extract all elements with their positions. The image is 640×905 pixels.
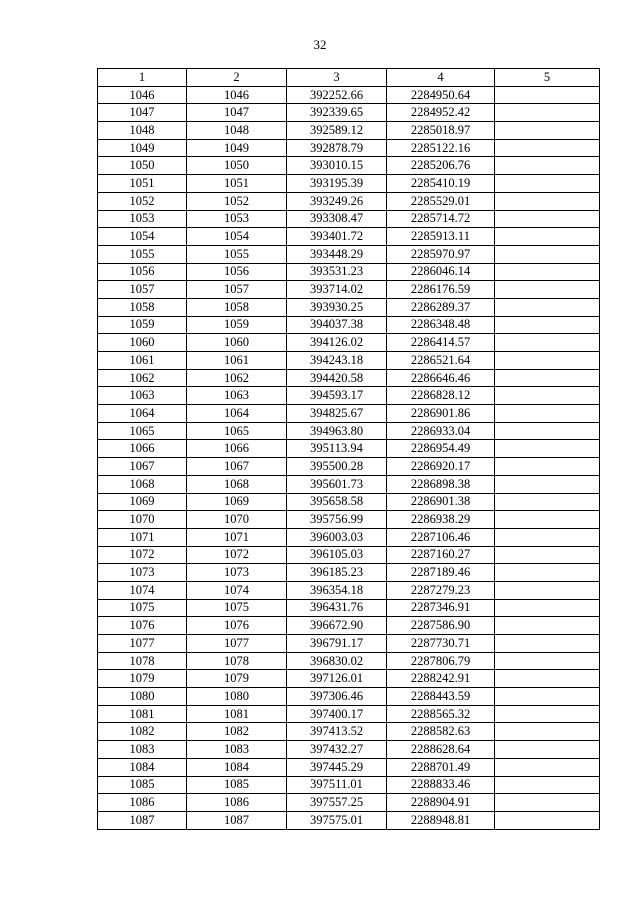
table-cell-col-1: 1083 — [98, 741, 187, 759]
table-cell-col-4: 2287189.46 — [387, 564, 495, 582]
table-cell-col-2: 1048 — [187, 122, 287, 140]
table-cell-col-5 — [495, 210, 600, 228]
table-cell-col-3: 396830.02 — [287, 652, 387, 670]
table-cell-col-1: 1064 — [98, 405, 187, 423]
table-cell-col-5 — [495, 405, 600, 423]
table-cell-col-5 — [495, 617, 600, 635]
table-row — [98, 405, 600, 423]
table-cell-col-4: 2286920.17 — [387, 458, 495, 476]
table-cell-col-3: 397575.01 — [287, 811, 387, 829]
table-cell-col-2: 1065 — [187, 422, 287, 440]
table-cell-col-3: 393714.02 — [287, 281, 387, 299]
table-row — [98, 794, 600, 812]
table-cell-col-4: 2287106.46 — [387, 528, 495, 546]
table-cell-col-1: 1074 — [98, 581, 187, 599]
table-row — [98, 175, 600, 193]
table-cell-col-4: 2287730.71 — [387, 635, 495, 653]
table-cell-col-2: 1058 — [187, 298, 287, 316]
table-cell-col-4: 2287346.91 — [387, 599, 495, 617]
table-cell-col-3: 396185.23 — [287, 564, 387, 582]
table-row — [98, 688, 600, 706]
column-header-4: 4 — [387, 69, 495, 87]
table-cell-col-4: 2286938.29 — [387, 511, 495, 529]
table-cell-col-4: 2288443.59 — [387, 688, 495, 706]
table-cell-col-3: 393531.23 — [287, 263, 387, 281]
table-cell-col-1: 1048 — [98, 122, 187, 140]
table-cell-col-1: 1059 — [98, 316, 187, 334]
table-cell-col-3: 397413.52 — [287, 723, 387, 741]
table-cell-col-2: 1070 — [187, 511, 287, 529]
table-cell-col-2: 1066 — [187, 440, 287, 458]
table-cell-col-1: 1078 — [98, 652, 187, 670]
table-cell-col-5 — [495, 122, 600, 140]
table-cell-col-1: 1069 — [98, 493, 187, 511]
table-cell-col-5 — [495, 528, 600, 546]
table-row — [98, 546, 600, 564]
table-cell-col-2: 1087 — [187, 811, 287, 829]
table-cell-col-3: 397306.46 — [287, 688, 387, 706]
table-row — [98, 511, 600, 529]
table-cell-col-4: 2288833.46 — [387, 776, 495, 794]
table-cell-col-3: 396791.17 — [287, 635, 387, 653]
table-cell-col-1: 1067 — [98, 458, 187, 476]
table-row — [98, 210, 600, 228]
table-cell-col-4: 2286898.38 — [387, 475, 495, 493]
table-cell-col-2: 1063 — [187, 387, 287, 405]
table-cell-col-2: 1073 — [187, 564, 287, 582]
table-cell-col-5 — [495, 546, 600, 564]
table-cell-col-5 — [495, 670, 600, 688]
table-cell-col-5 — [495, 581, 600, 599]
table-cell-col-5 — [495, 564, 600, 582]
table-cell-col-3: 397400.17 — [287, 705, 387, 723]
table-cell-col-3: 393448.29 — [287, 245, 387, 263]
table-cell-col-2: 1050 — [187, 157, 287, 175]
table-cell-col-2: 1078 — [187, 652, 287, 670]
table-row — [98, 86, 600, 104]
table-cell-col-2: 1053 — [187, 210, 287, 228]
table-cell-col-3: 397432.27 — [287, 741, 387, 759]
table-cell-col-2: 1067 — [187, 458, 287, 476]
table-cell-col-3: 393401.72 — [287, 228, 387, 246]
table-row — [98, 670, 600, 688]
table-cell-col-4: 2285714.72 — [387, 210, 495, 228]
table-cell-col-2: 1071 — [187, 528, 287, 546]
table-cell-col-2: 1086 — [187, 794, 287, 812]
table-cell-col-3: 397557.25 — [287, 794, 387, 812]
table-cell-col-5 — [495, 334, 600, 352]
table-cell-col-1: 1050 — [98, 157, 187, 175]
table-cell-col-5 — [495, 175, 600, 193]
table-cell-col-2: 1052 — [187, 192, 287, 210]
table-cell-col-5 — [495, 440, 600, 458]
table-cell-col-3: 396003.03 — [287, 528, 387, 546]
table-row — [98, 599, 600, 617]
coordinates-table — [97, 68, 600, 830]
table-row — [98, 104, 600, 122]
table-row — [98, 422, 600, 440]
table-cell-col-1: 1076 — [98, 617, 187, 635]
table-cell-col-2: 1077 — [187, 635, 287, 653]
table-cell-col-1: 1049 — [98, 139, 187, 157]
table-cell-col-2: 1068 — [187, 475, 287, 493]
table-cell-col-3: 394593.17 — [287, 387, 387, 405]
table-cell-col-4: 2286289.37 — [387, 298, 495, 316]
table-cell-col-1: 1046 — [98, 86, 187, 104]
table-cell-col-1: 1060 — [98, 334, 187, 352]
table-cell-col-1: 1071 — [98, 528, 187, 546]
table-header — [98, 69, 600, 87]
table-cell-col-5 — [495, 741, 600, 759]
table-cell-col-5 — [495, 811, 600, 829]
table-row — [98, 758, 600, 776]
table-cell-col-4: 2285410.19 — [387, 175, 495, 193]
table-cell-col-1: 1085 — [98, 776, 187, 794]
table-cell-col-4: 2286954.49 — [387, 440, 495, 458]
table-cell-col-4: 2286646.46 — [387, 369, 495, 387]
table-row — [98, 705, 600, 723]
table-cell-col-2: 1047 — [187, 104, 287, 122]
table-cell-col-5 — [495, 86, 600, 104]
table-cell-col-2: 1054 — [187, 228, 287, 246]
table-cell-col-2: 1060 — [187, 334, 287, 352]
table-cell-col-5 — [495, 635, 600, 653]
table-cell-col-4: 2285018.97 — [387, 122, 495, 140]
table-cell-col-1: 1061 — [98, 352, 187, 370]
table-row — [98, 811, 600, 829]
table-cell-col-2: 1059 — [187, 316, 287, 334]
table-cell-col-3: 394126.02 — [287, 334, 387, 352]
table-cell-col-5 — [495, 652, 600, 670]
table-cell-col-2: 1069 — [187, 493, 287, 511]
table-cell-col-3: 394420.58 — [287, 369, 387, 387]
table-cell-col-3: 394963.80 — [287, 422, 387, 440]
table-row — [98, 475, 600, 493]
table-cell-col-1: 1062 — [98, 369, 187, 387]
table-cell-col-5 — [495, 475, 600, 493]
table-cell-col-1: 1086 — [98, 794, 187, 812]
table-row — [98, 316, 600, 334]
table-cell-col-3: 395500.28 — [287, 458, 387, 476]
table-cell-col-4: 2287586.90 — [387, 617, 495, 635]
table-cell-col-2: 1074 — [187, 581, 287, 599]
table-cell-col-4: 2288904.91 — [387, 794, 495, 812]
table-row — [98, 139, 600, 157]
table-cell-col-3: 396354.18 — [287, 581, 387, 599]
column-header-3: 3 — [287, 69, 387, 87]
table-cell-col-2: 1072 — [187, 546, 287, 564]
table-cell-col-4: 2285529.01 — [387, 192, 495, 210]
table-cell-col-2: 1051 — [187, 175, 287, 193]
table-cell-col-2: 1081 — [187, 705, 287, 723]
table-cell-col-1: 1047 — [98, 104, 187, 122]
table-cell-col-2: 1082 — [187, 723, 287, 741]
column-header-5: 5 — [495, 69, 600, 87]
table-row — [98, 157, 600, 175]
table-cell-col-3: 393195.39 — [287, 175, 387, 193]
table-cell-col-4: 2287279.23 — [387, 581, 495, 599]
table-cell-col-3: 394825.67 — [287, 405, 387, 423]
table-cell-col-2: 1062 — [187, 369, 287, 387]
table-cell-col-2: 1075 — [187, 599, 287, 617]
table-cell-col-5 — [495, 192, 600, 210]
table-row — [98, 369, 600, 387]
table-cell-col-5 — [495, 493, 600, 511]
table-cell-col-3: 392252.66 — [287, 86, 387, 104]
table-cell-col-3: 395601.73 — [287, 475, 387, 493]
table-row — [98, 298, 600, 316]
table-cell-col-4: 2285913.11 — [387, 228, 495, 246]
table-cell-col-1: 1073 — [98, 564, 187, 582]
table-row — [98, 263, 600, 281]
table-cell-col-4: 2286901.38 — [387, 493, 495, 511]
table-cell-col-1: 1070 — [98, 511, 187, 529]
table-cell-col-1: 1054 — [98, 228, 187, 246]
table-cell-col-5 — [495, 723, 600, 741]
table-cell-col-3: 394243.18 — [287, 352, 387, 370]
table-cell-col-4: 2285206.76 — [387, 157, 495, 175]
table-cell-col-4: 2288948.81 — [387, 811, 495, 829]
table-cell-col-5 — [495, 139, 600, 157]
table-row — [98, 440, 600, 458]
table-cell-col-4: 2287806.79 — [387, 652, 495, 670]
table-cell-col-2: 1084 — [187, 758, 287, 776]
table-row — [98, 617, 600, 635]
table-cell-col-5 — [495, 458, 600, 476]
table-cell-col-3: 394037.38 — [287, 316, 387, 334]
table-cell-col-1: 1053 — [98, 210, 187, 228]
table-cell-col-4: 2286176.59 — [387, 281, 495, 299]
table-cell-col-2: 1057 — [187, 281, 287, 299]
table-cell-col-1: 1056 — [98, 263, 187, 281]
table-cell-col-3: 396672.90 — [287, 617, 387, 635]
table-cell-col-1: 1063 — [98, 387, 187, 405]
table-cell-col-3: 395113.94 — [287, 440, 387, 458]
table-cell-col-5 — [495, 245, 600, 263]
table-cell-col-2: 1061 — [187, 352, 287, 370]
header-row — [98, 69, 600, 87]
table-row — [98, 228, 600, 246]
table-cell-col-2: 1079 — [187, 670, 287, 688]
table-cell-col-2: 1064 — [187, 405, 287, 423]
table-row — [98, 387, 600, 405]
table-cell-col-5 — [495, 316, 600, 334]
table-row — [98, 723, 600, 741]
table-cell-col-5 — [495, 157, 600, 175]
table-cell-col-5 — [495, 794, 600, 812]
table-cell-col-5 — [495, 281, 600, 299]
table-cell-col-5 — [495, 705, 600, 723]
table-cell-col-2: 1049 — [187, 139, 287, 157]
table-cell-col-4: 2288565.32 — [387, 705, 495, 723]
page-number: 32 — [313, 37, 327, 52]
table-cell-col-5 — [495, 387, 600, 405]
table-cell-col-5 — [495, 352, 600, 370]
table-cell-col-5 — [495, 263, 600, 281]
table-cell-col-5 — [495, 422, 600, 440]
table-cell-col-4: 2286933.04 — [387, 422, 495, 440]
table-cell-col-1: 1066 — [98, 440, 187, 458]
table-cell-col-1: 1052 — [98, 192, 187, 210]
table-cell-col-4: 2285122.16 — [387, 139, 495, 157]
table-row — [98, 334, 600, 352]
table-row — [98, 192, 600, 210]
table-cell-col-5 — [495, 758, 600, 776]
table-cell-col-5 — [495, 776, 600, 794]
table-cell-col-3: 392589.12 — [287, 122, 387, 140]
table-cell-col-5 — [495, 599, 600, 617]
table-cell-col-3: 395658.58 — [287, 493, 387, 511]
table-cell-col-1: 1068 — [98, 475, 187, 493]
table-cell-col-4: 2286348.48 — [387, 316, 495, 334]
table-cell-col-5 — [495, 688, 600, 706]
table-row — [98, 493, 600, 511]
table-cell-col-4: 2286046.14 — [387, 263, 495, 281]
table-cell-col-1: 1051 — [98, 175, 187, 193]
table-cell-col-4: 2286901.86 — [387, 405, 495, 423]
table-cell-col-3: 392339.65 — [287, 104, 387, 122]
table-row — [98, 528, 600, 546]
column-header-1: 1 — [98, 69, 187, 87]
table-cell-col-4: 2286828.12 — [387, 387, 495, 405]
table-cell-col-4: 2288582.63 — [387, 723, 495, 741]
table-cell-col-3: 396105.03 — [287, 546, 387, 564]
table-cell-col-4: 2288628.64 — [387, 741, 495, 759]
table-row — [98, 281, 600, 299]
table-cell-col-3: 393308.47 — [287, 210, 387, 228]
table-cell-col-2: 1055 — [187, 245, 287, 263]
table-cell-col-3: 393249.26 — [287, 192, 387, 210]
table-cell-col-1: 1065 — [98, 422, 187, 440]
table-row — [98, 652, 600, 670]
table-cell-col-1: 1084 — [98, 758, 187, 776]
table-cell-col-2: 1056 — [187, 263, 287, 281]
table-cell-col-3: 392878.79 — [287, 139, 387, 157]
table-cell-col-2: 1083 — [187, 741, 287, 759]
table-cell-col-1: 1057 — [98, 281, 187, 299]
table-cell-col-3: 395756.99 — [287, 511, 387, 529]
table-cell-col-5 — [495, 298, 600, 316]
table-cell-col-3: 393930.25 — [287, 298, 387, 316]
table-row — [98, 352, 600, 370]
table-row — [98, 564, 600, 582]
column-header-2: 2 — [187, 69, 287, 87]
table-row — [98, 458, 600, 476]
table-cell-col-1: 1080 — [98, 688, 187, 706]
table-cell-col-2: 1080 — [187, 688, 287, 706]
table-row — [98, 741, 600, 759]
table-cell-col-1: 1077 — [98, 635, 187, 653]
table-cell-col-1: 1072 — [98, 546, 187, 564]
table-cell-col-4: 2284952.42 — [387, 104, 495, 122]
table-cell-col-3: 396431.76 — [287, 599, 387, 617]
table-cell-col-4: 2286414.57 — [387, 334, 495, 352]
table-row — [98, 635, 600, 653]
table-cell-col-5 — [495, 369, 600, 387]
table-cell-col-3: 397126.01 — [287, 670, 387, 688]
table-cell-col-3: 397511.01 — [287, 776, 387, 794]
table-cell-col-4: 2288701.49 — [387, 758, 495, 776]
table-cell-col-1: 1082 — [98, 723, 187, 741]
table-row — [98, 122, 600, 140]
table-row — [98, 581, 600, 599]
table-cell-col-4: 2284950.64 — [387, 86, 495, 104]
table-cell-col-1: 1058 — [98, 298, 187, 316]
table-cell-col-2: 1076 — [187, 617, 287, 635]
table-cell-col-2: 1046 — [187, 86, 287, 104]
table-cell-col-1: 1087 — [98, 811, 187, 829]
table-cell-col-4: 2287160.27 — [387, 546, 495, 564]
table-cell-col-2: 1085 — [187, 776, 287, 794]
table-cell-col-3: 397445.29 — [287, 758, 387, 776]
table-cell-col-1: 1079 — [98, 670, 187, 688]
table-cell-col-5 — [495, 511, 600, 529]
table-body — [98, 86, 600, 829]
table-cell-col-1: 1055 — [98, 245, 187, 263]
table-cell-col-1: 1081 — [98, 705, 187, 723]
table-cell-col-4: 2286521.64 — [387, 352, 495, 370]
table-row — [98, 245, 600, 263]
table-cell-col-5 — [495, 104, 600, 122]
table-cell-col-4: 2288242.91 — [387, 670, 495, 688]
table-cell-col-3: 393010.15 — [287, 157, 387, 175]
table-cell-col-4: 2285970.97 — [387, 245, 495, 263]
table-cell-col-5 — [495, 228, 600, 246]
table-cell-col-1: 1075 — [98, 599, 187, 617]
table-row — [98, 776, 600, 794]
